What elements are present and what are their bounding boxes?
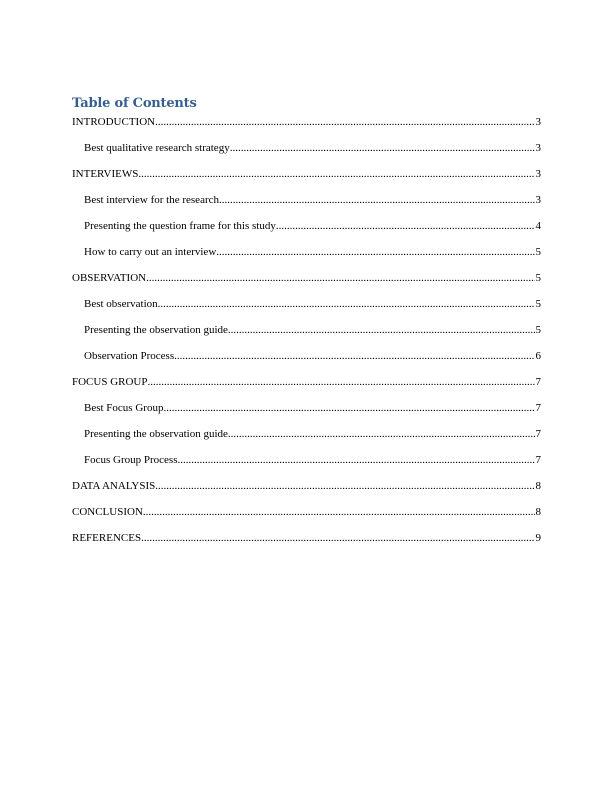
- toc-page-number: 7: [535, 428, 541, 440]
- toc-dot-leader: [276, 218, 535, 234]
- toc-dot-leader: [216, 244, 534, 260]
- toc-dot-leader: [155, 114, 534, 130]
- toc-entry-label: FOCUS GROUP: [72, 376, 148, 388]
- toc-dot-leader: [158, 296, 535, 312]
- toc-entry-focus-observation-guide[interactable]: [72, 426, 541, 452]
- toc-dot-leader: [148, 374, 535, 390]
- toc-entry-best-interview[interactable]: [72, 192, 541, 218]
- toc-list: [72, 114, 541, 556]
- toc-page-number: 3: [535, 116, 541, 128]
- toc-dot-leader: [141, 530, 534, 546]
- toc-entry-best-observation[interactable]: [72, 296, 541, 322]
- toc-entry-label: Best observation: [84, 298, 158, 310]
- toc-entry-label: How to carry out an interview: [84, 246, 217, 258]
- toc-entry-references[interactable]: [72, 530, 541, 556]
- toc-entry-label: CONCLUSION: [72, 506, 143, 518]
- toc-page-number: 7: [535, 376, 541, 388]
- toc-entry-observation[interactable]: [72, 270, 541, 296]
- toc-page-number: 6: [535, 350, 541, 362]
- toc-page-number: 3: [535, 194, 541, 206]
- toc-entry-label: Best interview for the research: [84, 194, 219, 206]
- toc-entry-best-focus-group[interactable]: [72, 400, 541, 426]
- toc-page-number: 3: [535, 168, 541, 180]
- toc-entry-label: Best Focus Group: [84, 402, 164, 414]
- toc-entry-focus-group-process[interactable]: [72, 452, 541, 478]
- toc-page-number: 9: [535, 532, 541, 544]
- toc-dot-leader: [138, 166, 534, 182]
- toc-entry-interviews[interactable]: [72, 166, 541, 192]
- toc-entry-label: OBSERVATION: [72, 272, 147, 284]
- toc-title: Table of Contents: [72, 96, 197, 111]
- toc-page-number: 7: [535, 454, 541, 466]
- toc-entry-label: INTRODUCTION: [72, 116, 156, 128]
- toc-page-number: 4: [535, 220, 541, 232]
- toc-page-number: 5: [535, 298, 541, 310]
- toc-entry-focus-group[interactable]: [72, 374, 541, 400]
- toc-entry-carry-out-interview[interactable]: [72, 244, 541, 270]
- toc-entry-conclusion[interactable]: [72, 504, 541, 530]
- toc-dot-leader: [230, 140, 535, 156]
- toc-entry-label: Presenting the observation guide: [84, 428, 228, 440]
- toc-page-number: 5: [535, 246, 541, 258]
- toc-entry-label: Observation Process: [84, 350, 175, 362]
- toc-dot-leader: [219, 192, 535, 208]
- toc-entry-label: REFERENCES: [72, 532, 142, 544]
- toc-page-number: 3: [535, 142, 541, 154]
- toc-page-number: 5: [535, 324, 541, 336]
- toc-dot-leader: [146, 270, 534, 286]
- toc-entry-label: Presenting the observation guide: [84, 324, 228, 336]
- toc-entry-label: INTERVIEWS: [72, 168, 139, 180]
- toc-entry-label: DATA ANALYSIS: [72, 480, 156, 492]
- toc-entry-data-analysis[interactable]: [72, 478, 541, 504]
- toc-dot-leader: [143, 504, 535, 520]
- toc-dot-leader: [228, 426, 535, 442]
- toc-page-number: 8: [535, 480, 541, 492]
- toc-dot-leader: [155, 478, 534, 494]
- toc-dot-leader: [163, 400, 534, 416]
- toc-entry-question-frame[interactable]: [72, 218, 541, 244]
- toc-page-number: 8: [535, 506, 541, 518]
- toc-entry-introduction[interactable]: [72, 114, 541, 140]
- toc-page-number: 5: [535, 272, 541, 284]
- toc-entry-label: Best qualitative research strategy: [84, 142, 230, 154]
- toc-entry-best-qualitative-research-strategy[interactable]: [72, 140, 541, 166]
- toc-page-number: 7: [535, 402, 541, 414]
- toc-entry-observation-process[interactable]: [72, 348, 541, 374]
- toc-dot-leader: [228, 322, 535, 338]
- toc-entry-label: Presenting the question frame for this study: [84, 220, 276, 232]
- toc-dot-leader: [174, 348, 534, 364]
- toc-entry-observation-guide[interactable]: [72, 322, 541, 348]
- toc-entry-label: Focus Group Process: [84, 454, 178, 466]
- toc-dot-leader: [178, 452, 535, 468]
